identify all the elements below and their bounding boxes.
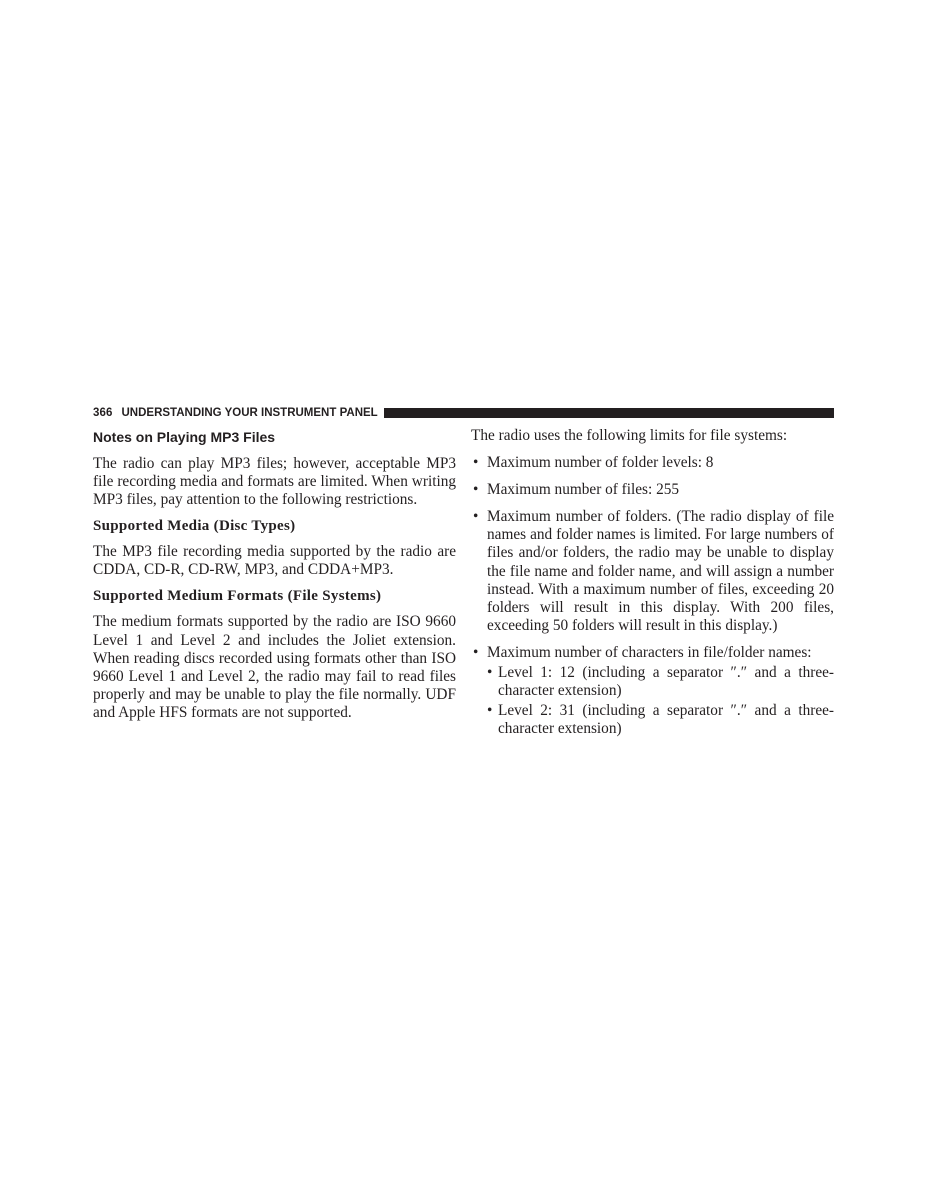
bullet-icon: •	[473, 508, 479, 526]
bullet-icon: •	[487, 664, 493, 682]
left-column	[93, 427, 456, 722]
bullet-icon: •	[473, 454, 479, 472]
intro-paragraph: The radio can play MP3 files; however, acceptable MP3 file recording media and formats are limited. When writing MP3 files, pay attention to the following restrictions.	[93, 455, 456, 509]
bullet-icon: •	[473, 643, 479, 661]
heading-mp3-notes: Notes on Playing MP3 Files	[93, 429, 276, 445]
header-rule	[384, 408, 834, 418]
list-item-text: Maximum number of folder levels: 8	[487, 454, 714, 472]
list-item	[471, 454, 834, 472]
list-item	[471, 508, 834, 635]
heading-supported-media: Supported Media (Disc Types)	[93, 518, 296, 535]
bullet-icon: •	[473, 481, 479, 499]
list-item	[471, 481, 834, 499]
heading-supported-formats: Supported Medium Formats (File Systems)	[93, 588, 382, 605]
name-limits-sublist	[487, 664, 834, 738]
page-header	[93, 405, 834, 421]
section-title: UNDERSTANDING YOUR INSTRUMENT PANEL	[121, 407, 378, 419]
list-item-text: Maximum number of characters in file/folder names:	[487, 643, 812, 661]
list-item-text: Maximum number of folders. (The radio display of file names and folder names is limited. For large numbers of files and/or folders, the radio may be unable to display the file name and folder name, and will assign a number instead. With a maximum number of files, exceeding 20 folders will result in this display. With 200 files, exceeding 50 folders will result in this display.)	[487, 508, 834, 634]
list-item	[471, 644, 834, 738]
sub-list-item-text: Level 1: 12 (including a separator ″.″ and a three-character extension)	[498, 664, 834, 700]
list-item-text: Maximum number of files: 255	[487, 481, 680, 499]
right-column	[471, 427, 834, 747]
page-number: 366	[93, 407, 113, 419]
supported-media-paragraph: The MP3 file recording media supported by the radio are CDDA, CD-R, CD-RW, MP3, and CDDA+MP3.	[93, 543, 456, 579]
sub-list-item	[487, 664, 834, 700]
sub-list-item	[487, 702, 834, 738]
sub-list-item-text: Level 2: 31 (including a separator ″.″ and a three-character extension)	[498, 702, 834, 738]
limits-list	[471, 454, 834, 738]
bullet-icon: •	[487, 702, 493, 720]
supported-formats-paragraph: The medium formats supported by the radio are ISO 9660 Level 1 and Level 2 and includes the Joliet extension. When reading discs recorded using formats other than ISO 9660 Level 1 and Level 2, the radio may fail to read files properly and may be unable to play the file normally. UDF and Apple HFS formats are not supported.	[93, 613, 456, 721]
limits-intro: The radio uses the following limits for file systems:	[471, 427, 788, 444]
